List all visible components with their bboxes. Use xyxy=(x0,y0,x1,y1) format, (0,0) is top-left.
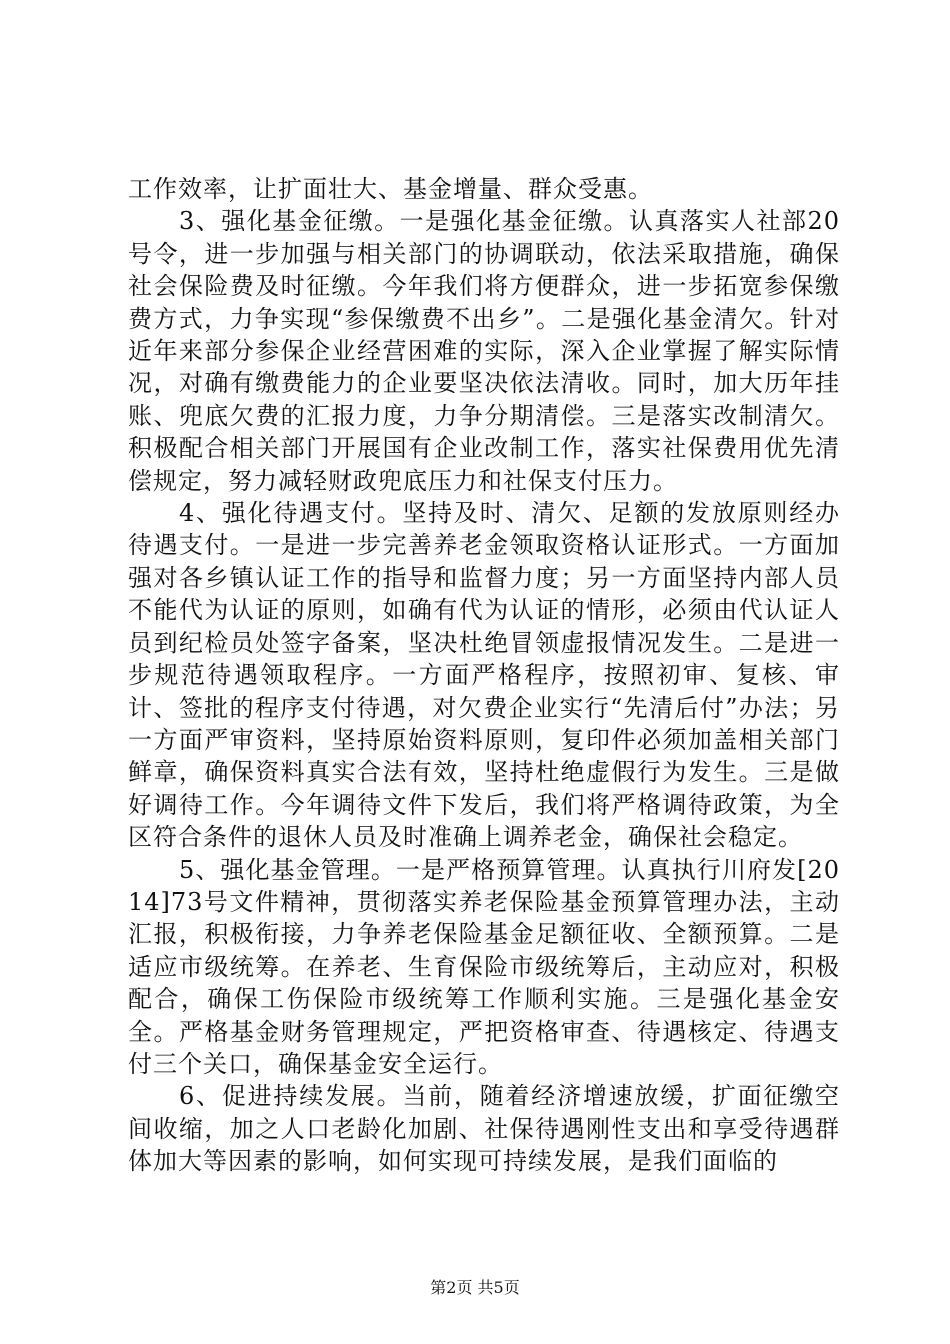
paragraph-fund-management: 5、强化基金管理。一是严格预算管理。认真执行川府发[2014]73号文件精神，贯彻落实养老保险基金预算管理办法，主动汇报，积极衔接，力争养老保险基金足额征收、全额预算。二是适应市级统筹。在养老、生育保险市级统筹后，主动应对，积极配合，确保工伤保险市级统筹工作顺利实施。三是强化基金安全。严格基金财务管理规定，严把资格审查、待遇核定、待遇支付三个关口，确保基金安全运行。 xyxy=(128,855,840,1078)
body-text xyxy=(128,173,840,1178)
paragraph-benefit-payment: 4、强化待遇支付。坚持及时、清欠、足额的发放原则经办待遇支付。一是进一步完善养老金领取资格认证形式。一方面加强对各乡镇认证工作的指导和监督力度；另一方面坚持内部人员不能代为认证的原则，如确有代为认证的情形，必须由代认证人员到纪检员处签字备案，坚决杜绝冒领虚报情况发生。二是进一步规范待遇领取程序。一方面严格程序，按照初审、复核、审计、签批的程序支付待遇，对欠费企业实行“先清后付”办法；另一方面严审资料，坚持原始资料原则，复印件必须加盖相关部门鲜章，确保资料真实合法有效，坚持杜绝虚假行为发生。三是做好调待工作。今年调待文件下发后，我们将严格调待政策，为全区符合条件的退休人员及时准确上调养老金，确保社会稳定。 xyxy=(128,499,840,852)
paragraph-continuation: 工作效率，让扩面壮大、基金增量、群众受惠。 xyxy=(128,175,653,203)
paragraph-fund-collection: 3、强化基金征缴。一是强化基金征缴。认真落实人社部20号令，进一步加强与相关部门的协调联动，依法采取措施，确保社会保险费及时征缴。今年我们将方便群众，进一步拓宽参保缴费方式，力争实现“参保缴费不出乡”。二是强化基金清欠。针对近年来部分参保企业经营困难的实际，深入企业掌握了解实际情况，对确有缴费能力的企业要坚决依法清收。同时，加大历年挂账、兜底欠费的汇报力度，力争分期清偿。三是落实改制清欠。积极配合相关部门开展国有企业改制工作，落实社保费用优先清偿规定，努力减轻财政兜底压力和社保支付压力。 xyxy=(128,207,840,495)
paragraph-sustainable-development: 6、促进持续发展。当前，随着经济增速放缓，扩面征缴空间收缩，加之人口老龄化加剧、社保待遇刚性支出和享受待遇群体加大等因素的影响，如何实现可持续发展，是我们面临的 xyxy=(128,1082,840,1176)
page-footer: 第2页 共5页 xyxy=(430,1278,520,1297)
